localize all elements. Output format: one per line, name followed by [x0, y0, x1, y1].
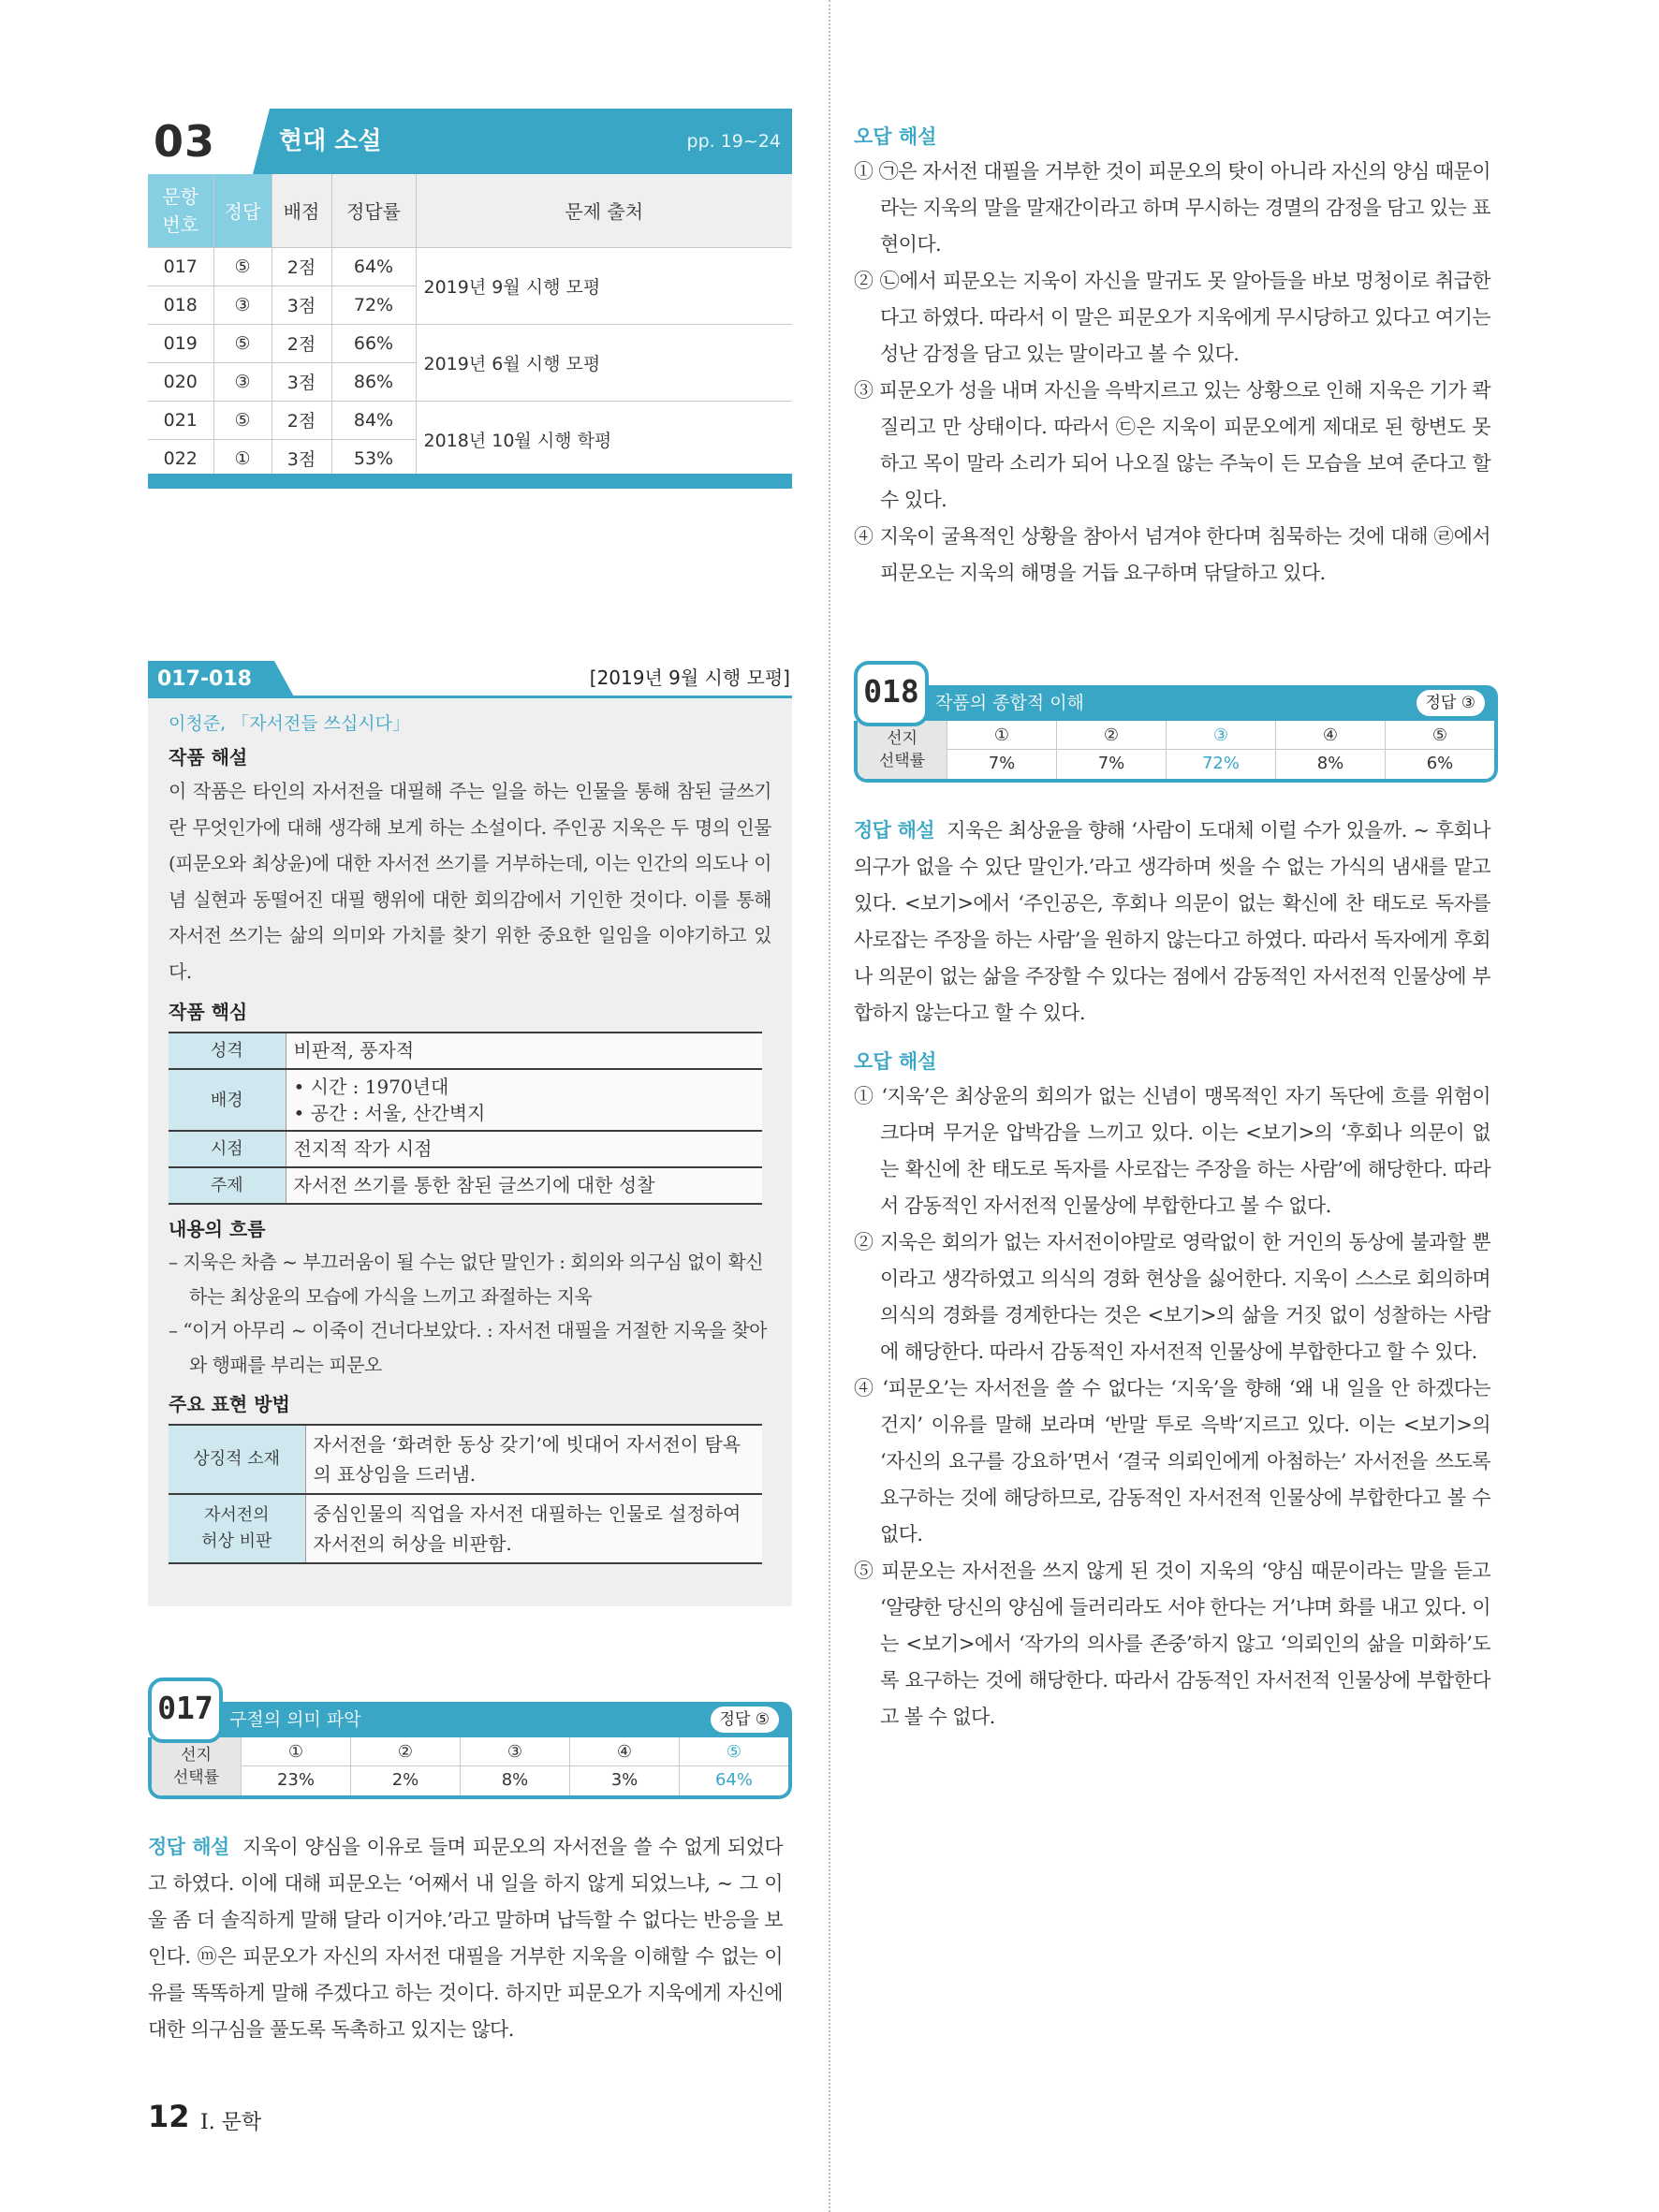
row-source: 2019년 6월 시행 모평	[416, 324, 792, 401]
core-key: 시점	[169, 1131, 286, 1167]
wrong-answer-item: ① ㉠은 자서전 대필을 거부한 것이 피문오의 탓이 아니라 자신의 양심 때문이라는 지욱의 말을 말재간이라고 하며 무시하는 경멸의 감정을 담고 있는 표현이다.	[854, 160, 1490, 256]
q018-wrong-heading: 오답 해설	[854, 1050, 937, 1073]
q018-rates	[854, 721, 1498, 783]
option-column-correct	[1166, 721, 1275, 779]
table-row	[148, 324, 792, 362]
option-number: ②	[1057, 721, 1166, 750]
option-rate: 8%	[501, 1770, 529, 1790]
option-column	[569, 1737, 679, 1795]
expression-key-line: 자서전의	[203, 1505, 270, 1525]
q017-title: 구절의 의미 파악	[229, 1709, 361, 1730]
commentary-heading: 작품 해설	[169, 746, 248, 769]
option-rate: 3%	[610, 1770, 639, 1790]
core-value	[286, 1069, 762, 1131]
row-rate: 72%	[331, 286, 416, 324]
option-rate: 8%	[1316, 754, 1344, 773]
q017-title-bar	[215, 1702, 792, 1737]
wrong-answer-item: ② ㉡에서 피문오는 지욱이 자신을 말귀도 못 알아들을 바보 멍청이로 취급한다고 하였다. 따라서 이 말은 피문오가 지욱에게 무시당하고 있다고 여기는 성난 감정을 담고 있는 말이라고 볼 수 있다.	[854, 270, 1490, 365]
option-number: ②	[351, 1737, 460, 1766]
table-row	[148, 247, 792, 286]
option-number: ①	[947, 721, 1056, 750]
q018-answer-badge: 정답 ③	[1417, 690, 1486, 716]
row-answer: ①	[213, 439, 272, 477]
expression-key-line: 허상 비판	[201, 1531, 272, 1551]
row-no: 020	[148, 362, 213, 401]
article-tag-bar	[148, 661, 792, 698]
wrong-answer-item: ③ 피문오가 성을 내며 자신을 윽박지르고 있는 상황으로 인해 지욱은 기가 콱 질리고 만 상태이다. 따라서 ㉢은 지욱이 피문오에게 제대로 된 항변도 못하고 목이 말라 소리가 되어 나오질 않는 주눅이 든 모습을 보여 준다고 할 수 있다.	[854, 379, 1490, 511]
core-value: 자서전 쓰기를 통한 참된 글쓰기에 대한 성찰	[286, 1167, 762, 1204]
option-column	[350, 1737, 460, 1795]
wrong-answer-item: ① ‘지욱’은 최상윤의 회의가 없는 신념이 맹목적인 자기 독단에 흐를 위험이 크다며 무거운 압박감을 느끼고 있다. 이는 <보기>의 ‘후회나 의문이 없는 확신에 찬 태도로 독자를 사로잡는 주장을 하는 사람’에 해당한다. 따라서 감동적인 자서전적 인물상에 부합한다고 볼 수 없다.	[854, 1085, 1490, 1217]
row-points: 3점	[272, 362, 331, 401]
option-rate: 72%	[1201, 754, 1240, 773]
article-source: [2019년 9월 시행 모평]	[589, 667, 790, 689]
row-rate: 84%	[331, 401, 416, 439]
expression-table	[169, 1424, 762, 1564]
header-rate: 정답률	[331, 174, 416, 247]
row-rate: 66%	[331, 324, 416, 362]
table-row	[148, 401, 792, 439]
row-rate: 53%	[331, 439, 416, 477]
option-number: ⑤	[680, 1737, 788, 1766]
row-answer: ⑤	[213, 401, 272, 439]
expression-heading: 주요 표현 방법	[169, 1393, 290, 1415]
option-rate: 2%	[391, 1770, 419, 1790]
expression-row	[169, 1425, 762, 1494]
expression-key: 상징적 소재	[169, 1425, 305, 1494]
row-rate: 86%	[331, 362, 416, 401]
q018-correct-label: 정답 해설	[854, 819, 934, 842]
option-rate: 64%	[714, 1770, 753, 1790]
row-points: 3점	[272, 439, 331, 477]
core-table	[169, 1032, 762, 1205]
q018-number: 018	[854, 661, 929, 726]
q018-correct-text: 지욱은 최상윤을 향해 ‘사람이 도대체 이럴 수가 있을까. ~ 후회나 의구가 없을 수 있단 말인가.’라고 생각하며 씻을 수 없는 가식의 냄새를 맡고 있다. <보기>에서 ‘주인공은, 후회나 의문이 없는 확신에 찬 태도로 독자를 사로잡는 주장을 하는 사람’을 원하지 않는다고 하였다. 따라서 독자에게 후회나 의문이 없는 삶을 주장할 수 있다는 점에서 감동적인 자서전적 인물상에 부합하지 않는다고 할 수 있다.	[854, 819, 1490, 1024]
q017-rates	[148, 1737, 792, 1799]
row-answer: ⑤	[213, 324, 272, 362]
row-answer: ⑤	[213, 247, 272, 286]
row-no: 019	[148, 324, 213, 362]
expression-key	[169, 1494, 305, 1563]
option-column-correct	[679, 1737, 788, 1795]
row-answer: ③	[213, 286, 272, 324]
option-number: ③	[1167, 721, 1275, 750]
wrong-answer-list	[854, 154, 1490, 592]
wrong-answer-item: ④ ‘피문오’는 자서전을 쓸 수 없다는 ‘지욱’을 향해 ‘왜 내 일을 안 하겠다는 건지’ 이유를 말해 보라며 ‘반말 투로 윽박’지르고 있다. 이는 <보기>의 ‘자신의 요구를 강요하’면서 ‘결국 의뢰인에게 아첨하는’ 자서전을 쓰도록 요구하는 것에 해당하므로, 감동적인 자서전적 인물상에 부합한다고 볼 수 없다.	[854, 1377, 1490, 1545]
label-option: 선지	[887, 729, 918, 748]
core-row	[169, 1069, 762, 1131]
option-column	[241, 1737, 350, 1795]
row-points: 2점	[272, 247, 331, 286]
q017-rate-columns	[241, 1737, 788, 1795]
answer-table-bottom-bar	[148, 474, 792, 489]
q018-explanation	[854, 813, 1490, 1032]
row-source: 2019년 9월 시행 모평	[416, 247, 792, 324]
core-time: • 시간 : 1970년대	[293, 1076, 449, 1098]
option-rate: 6%	[1426, 754, 1454, 773]
option-column	[1385, 721, 1494, 779]
q017-answer-badge: 정답 ⑤	[711, 1707, 780, 1733]
option-column	[947, 721, 1056, 779]
q018-stats-box	[854, 661, 1498, 786]
article-box	[148, 698, 792, 1606]
q018-wrong-list	[854, 1078, 1490, 1736]
row-answer: ③	[213, 362, 272, 401]
option-rate: 23%	[276, 1770, 315, 1790]
wrong-answer-item: ⑤ 피문오는 자서전을 쓰지 않게 된 것이 지욱의 ‘양심 때문이라는 말을 듣고 ‘알량한 당신의 양심에 들러리라도 서야 한다는 거’냐며 화를 내고 있다. 이는 <보기>에서 ‘작가의 의사를 존중’하지 않고 ‘의뢰인의 삶을 미화하’도록 요구하는 것에 해당한다. 따라서 감동적인 자서전적 인물상에 부합한다고 볼 수 없다.	[854, 1560, 1490, 1728]
flow-item: – 지욱은 차츰 ~ 부끄러움이 될 수는 없단 말인가 : 회의와 의구심 없이 확신하는 최상윤의 모습에 가식을 느끼고 좌절하는 지욱	[169, 1251, 764, 1308]
flow-heading: 내용의 흐름	[169, 1218, 266, 1240]
core-row	[169, 1167, 762, 1204]
answer-table	[148, 174, 792, 477]
header-question-no: 문항 번호	[148, 174, 213, 247]
option-rate: 7%	[1097, 754, 1125, 773]
header-source: 문제 출처	[416, 174, 792, 247]
commentary-text: 이 작품은 타인의 자서전을 대필해 주는 일을 하는 인물을 통해 참된 글쓰기란 무엇인가에 대해 생각해 보게 하는 소설이다. 주인공 지욱은 두 명의 인물(피문오와 최상윤)에 대한 자서전 쓰기를 거부하는데, 이는 인간의 의도나 이념 실현과 동떨어진 대필 행위에 대한 회의감에서 기인한 것이다. 이를 통해 자서전 쓰기는 삶의 의미와 가치를 찾기 위한 중요한 일임을 이야기하고 있다.	[169, 780, 771, 983]
q017-number: 017	[148, 1677, 223, 1743]
q017-stats-box	[148, 1677, 792, 1803]
section-title: 현대 소설	[279, 127, 382, 155]
flow-item: – “이거 아무리 ~ 이죽이 건너다보았다. : 자서전 대필을 거절한 지욱을 찾아와 행패를 부리는 피문오	[169, 1319, 767, 1376]
expression-row	[169, 1494, 762, 1563]
row-no: 017	[148, 247, 213, 286]
page-number: 12	[148, 2099, 190, 2134]
row-no: 021	[148, 401, 213, 439]
label-rate: 선택률	[878, 752, 926, 770]
header-answer: 정답	[213, 174, 272, 247]
row-no: 022	[148, 439, 213, 477]
core-heading: 작품 핵심	[169, 1001, 248, 1023]
q018-title-bar	[921, 685, 1498, 721]
answer-table-header	[148, 174, 792, 247]
wrong-answer-heading: 오답 해설	[854, 125, 937, 148]
wrong-answer-item: ② 지욱은 회의가 없는 자서전이야말로 영락없이 한 거인의 동상에 불과할 뿐이라고 생각하였고 의식의 경화 현상을 싫어한다. 지욱이 스스로 회의하며 의식의 경화를 경계한다는 것은 <보기>의 삶을 거짓 없이 성찰하는 사람에 해당한다. 따라서 감동적인 자서전적 인물상에 부합한다고 할 수 있다.	[854, 1231, 1490, 1363]
option-number: ①	[242, 1737, 350, 1766]
row-points: 2점	[272, 324, 331, 362]
label-rate: 선택률	[172, 1768, 220, 1787]
q017-correct-label: 정답 해설	[148, 1836, 229, 1858]
option-column	[1275, 721, 1385, 779]
option-rate: 7%	[988, 754, 1016, 773]
column-divider	[829, 0, 830, 2212]
row-points: 2점	[272, 401, 331, 439]
core-value: 전지적 작가 시점	[286, 1131, 762, 1167]
row-no: 018	[148, 286, 213, 324]
work-title: 이청준, 「자서전들 쓰십시다」	[169, 713, 411, 734]
core-key: 주제	[169, 1167, 286, 1204]
option-column	[1056, 721, 1166, 779]
option-number: ⑤	[1386, 721, 1494, 750]
wrong-answer-item: ④ 지욱이 굴욕적인 상황을 참아서 넘겨야 한다며 침묵하는 것에 대해 ㉣에서 피문오는 지욱의 해명을 거듭 요구하며 닦달하고 있다.	[854, 525, 1490, 584]
section-pages: pp. 19~24	[686, 131, 781, 152]
header-points: 배점	[272, 174, 331, 247]
option-number: ③	[461, 1737, 569, 1766]
section-header	[148, 109, 792, 174]
option-number: ④	[1276, 721, 1385, 750]
option-number: ④	[570, 1737, 679, 1766]
label-option: 선지	[181, 1746, 212, 1765]
core-key: 배경	[169, 1069, 286, 1131]
expression-value: 중심인물의 직업을 자서전 대필하는 인물로 설정하여 자서전의 허상을 비판함.	[305, 1494, 762, 1563]
article-tag: 017-018	[148, 661, 274, 698]
core-space: • 공간 : 서울, 산간벽지	[293, 1102, 486, 1124]
row-source: 2018년 10월 시행 학평	[416, 401, 792, 477]
q017-rate-label	[152, 1737, 241, 1795]
q017-correct-text: 지욱이 양심을 이유로 들며 피문오의 자서전을 쓸 수 없게 되었다고 하였다. 이에 대해 피문오는 ‘어째서 내 일을 하지 않게 되었느냐, ~ 그 이울 좀 더 솔직하게 말해 달라 이거야.’라고 말하며 납득할 수 없다는 반응을 보인다. ⓜ은 피문오가 자신의 자서전 대필을 거부한 지욱을 이해할 수 없는 이유를 똑똑하게 말해 주겠다고 하는 것이다. 하지만 피문오가 지욱에게 자신에 대한 의구심을 풀도록 독촉하고 있지는 않다.	[148, 1836, 784, 2041]
page-section: I. 문학	[200, 2111, 262, 2134]
row-points: 3점	[272, 286, 331, 324]
q018-rate-label	[858, 721, 947, 779]
core-row	[169, 1033, 762, 1069]
section-number: 03	[148, 109, 253, 174]
option-column	[460, 1737, 569, 1795]
core-key: 성격	[169, 1033, 286, 1069]
q017-explanation	[148, 1829, 783, 2048]
row-rate: 64%	[331, 247, 416, 286]
expression-value: 자서전을 ‘화려한 동상 갖기’에 빗대어 자서전이 탐욕의 표상임을 드러냄.	[305, 1425, 762, 1494]
q018-title: 작품의 종합적 이해	[935, 693, 1084, 713]
core-row	[169, 1131, 762, 1167]
core-value: 비판적, 풍자적	[286, 1033, 762, 1069]
q018-rate-columns	[947, 721, 1494, 779]
